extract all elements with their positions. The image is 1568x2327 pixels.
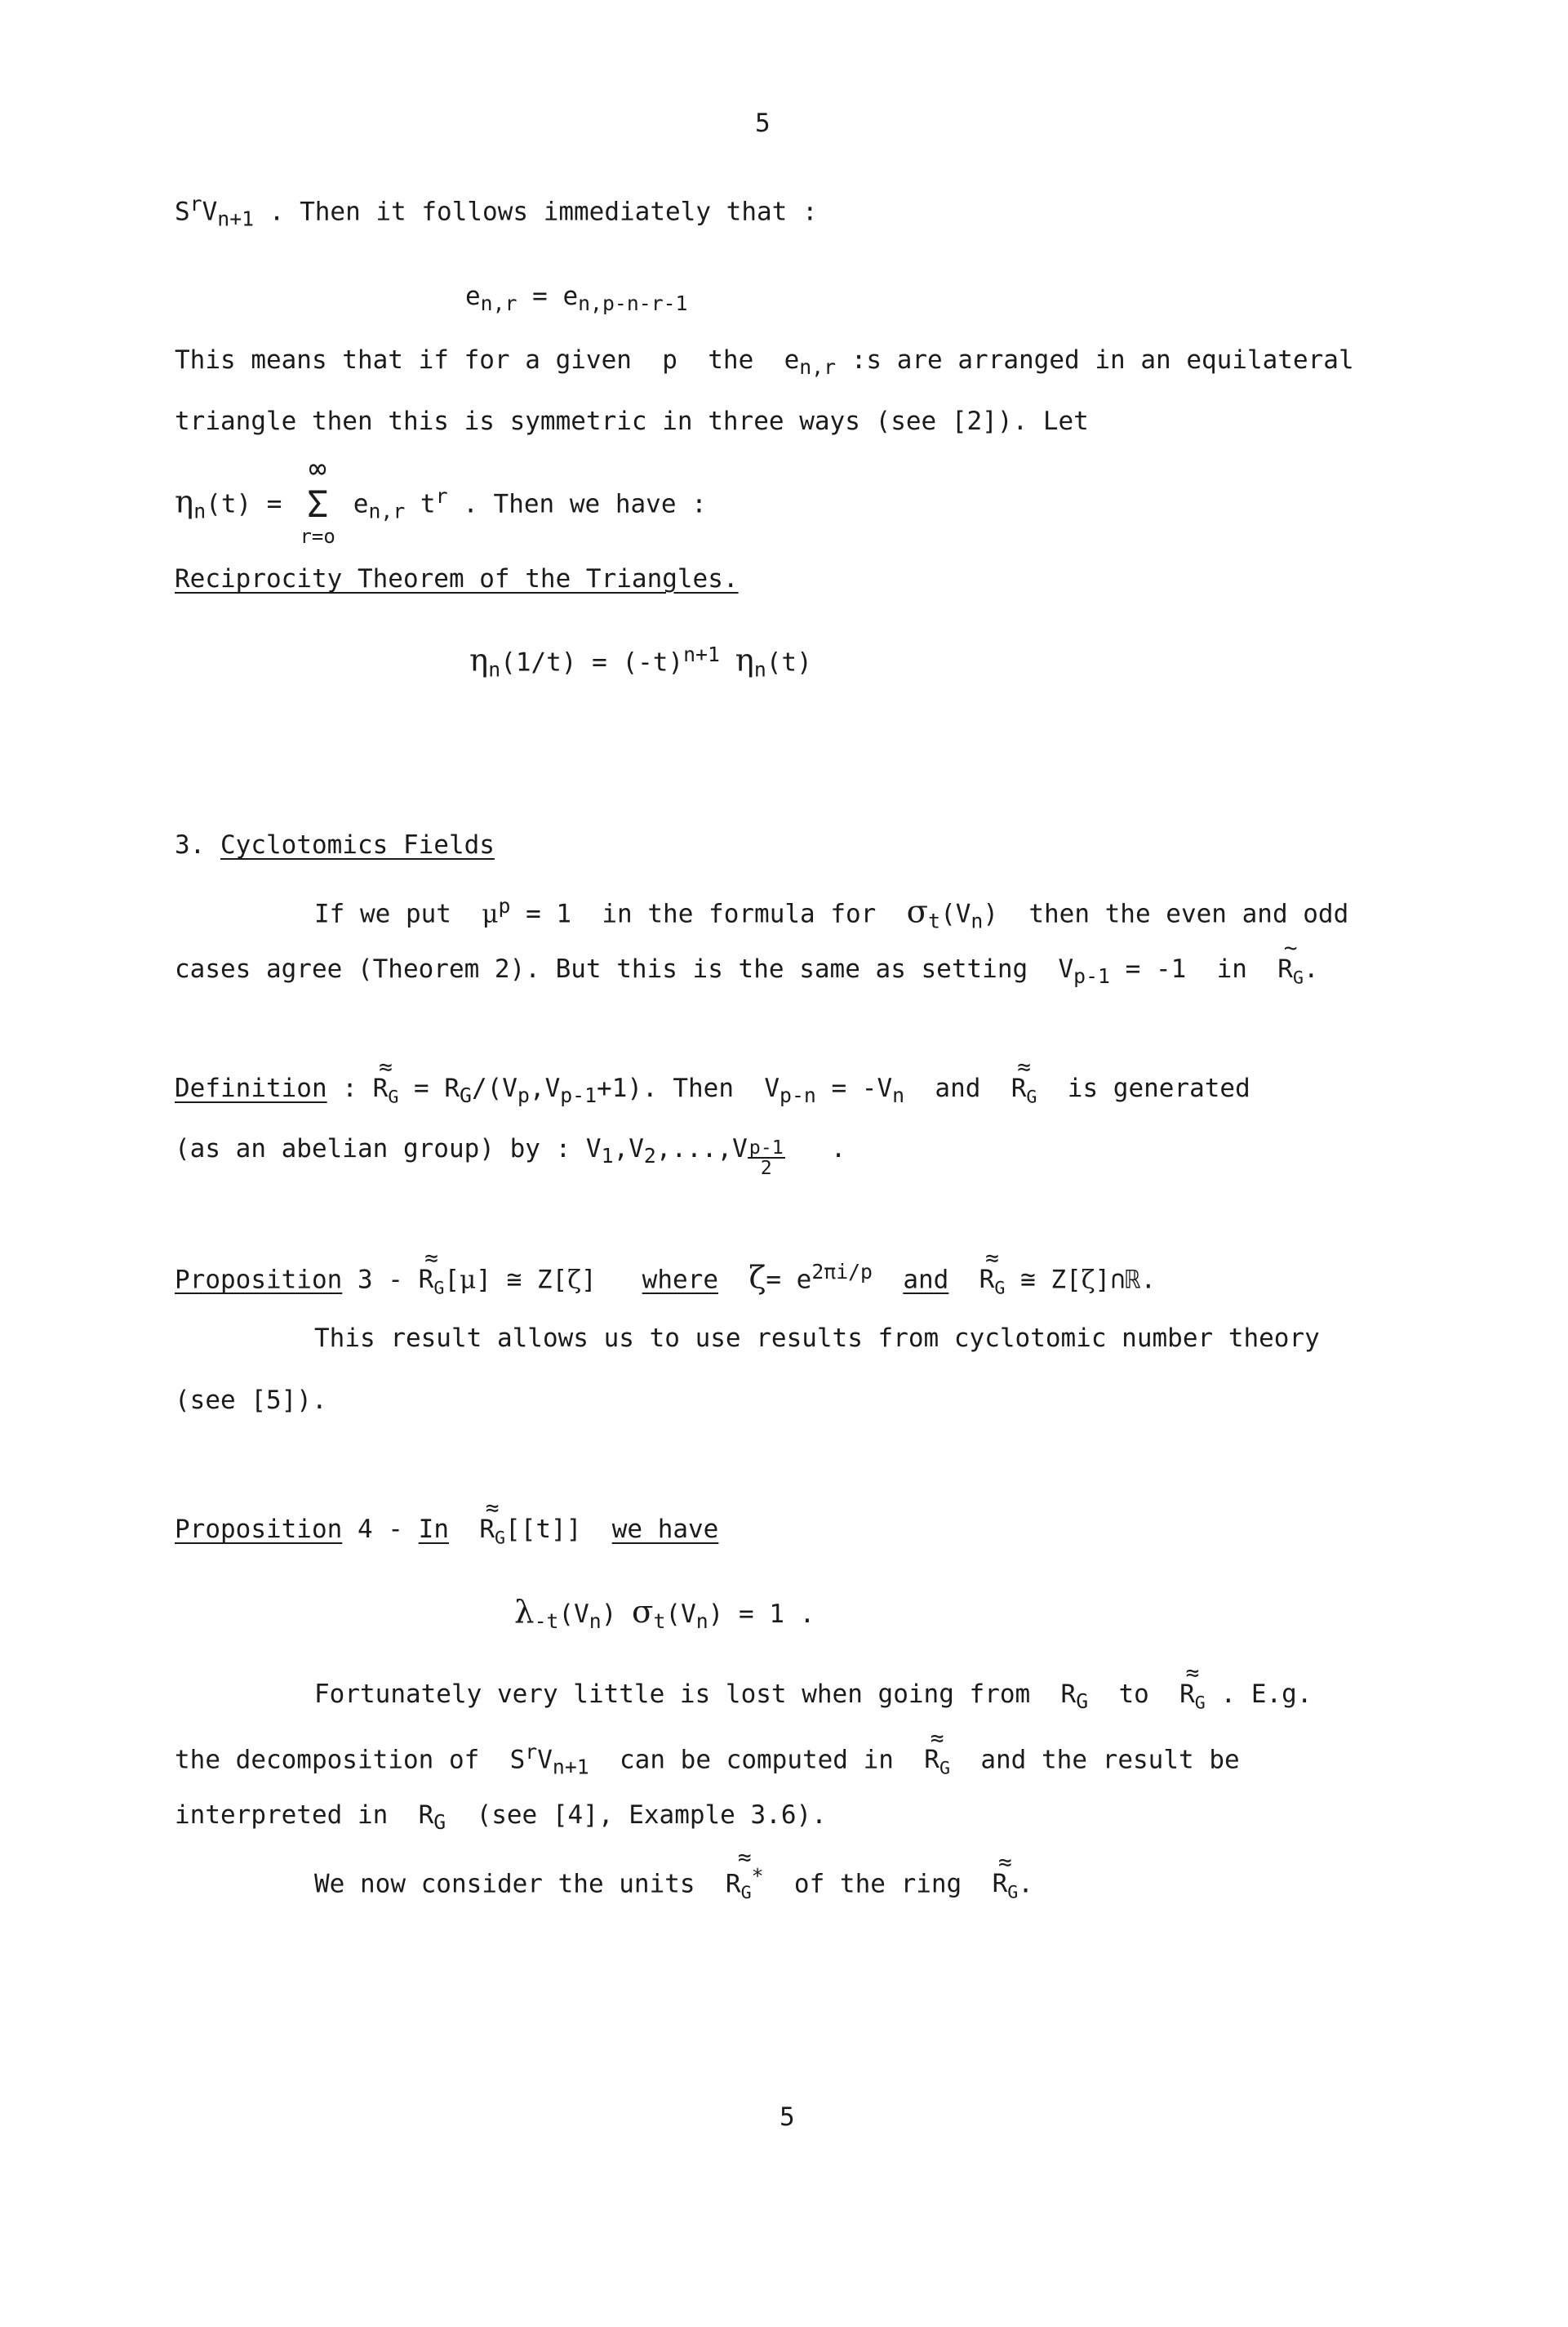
sum-symbol: ∞ Σ r=o — [300, 452, 335, 548]
text-span: If we put — [314, 899, 451, 929]
section-3-heading — [175, 830, 495, 860]
para-fortunately-line2: the decomposition of $S^rV_{n+1}$ can be computed in ≈ $R_G$ and the result be — [175, 1724, 1240, 1779]
proposition-4: Proposition 4 - In ≈ $R_G[[t]]$ we have — [175, 1493, 719, 1549]
text-span: in the formula for — [602, 899, 877, 929]
prop3-followup: This result allows us to use results from cyclotomic number theory — [314, 1324, 1320, 1353]
para-triangle-line2: triangle then this is symmetric in three ways (see [2]). Let — [175, 407, 1089, 436]
para-fortunately-line3: interpreted in $R_G$ (see [4], Example 3.6). — [175, 1800, 827, 1835]
text-span: and — [935, 1074, 981, 1103]
page-number-bottom: 5 — [780, 2102, 795, 2132]
prop3-label: Proposition — [175, 1265, 343, 1295]
text-span: where — [642, 1265, 718, 1295]
text-span: cases agree (Theorem 2). But this is the same as setting — [175, 954, 1028, 984]
text-span: . E.g. — [1220, 1680, 1313, 1709]
text-span: (as an abelian group) by : — [175, 1134, 571, 1164]
definition-line1: Definition : ≈ $R_G = R_G/(V_p,V_{p-1}+1)$. Then $V_{p-n} = -V_n$ and ≈ $R_G$ is generated — [175, 1052, 1250, 1108]
definition-label: Definition — [175, 1074, 327, 1103]
text-span: . Then we have : — [463, 489, 707, 519]
text-span: the — [708, 345, 754, 375]
prop4-equation: $\lambda_{-t}(V_n) \sigma_t(V_n) = 1$ . — [514, 1594, 815, 1634]
proposition-3: Proposition 3 - ≈ $R_G[\mu]$ ≅ Z[ζ] where $\zeta= e^{2\pi i/p}$ and ≈ $R_G$ ≅ Z[ζ]∩ℝ. — [175, 1244, 1157, 1299]
text-span: in — [1216, 954, 1247, 984]
text-span: can be computed in — [620, 1745, 894, 1775]
text-line-1: $S^rV_{n+1}$ . Then it follows immediately that : — [175, 192, 818, 231]
text-span: p — [662, 345, 677, 375]
text-span: then the even and odd — [1028, 899, 1349, 929]
text-span: and — [903, 1265, 949, 1295]
text-span: Fortunately very little is lost when going from — [314, 1680, 1031, 1709]
para-cyclo-line2: cases agree (Theorem 2). But this is the same as setting $V_{p-1} = -1$ in ~ $R_G$. — [175, 933, 1319, 989]
units-line: We now consider the units ≈ $R_G^*$ of the ring ≈ $R_G$. — [314, 1843, 1033, 1903]
definition-line2: (as an abelian group) by : $V_1,V_2,...,V$ $\frac{p-1}{2}$ . — [175, 1134, 846, 1179]
section-title: Cyclotomics Fields — [220, 830, 495, 860]
text-span: interpreted in — [175, 1800, 389, 1830]
prop3-followup2: (see [5]). — [175, 1386, 327, 1415]
prop4-label: Proposition — [175, 1515, 343, 1544]
text-span: of the ring — [793, 1869, 962, 1899]
para-fortunately-line1: Fortunately very little is lost when going from $R_G$ to ≈ $R_G$ . E.g. — [314, 1658, 1313, 1714]
prop4-number: 4 - — [357, 1515, 403, 1544]
text-span: (see [4], Example 3.6). — [476, 1800, 827, 1830]
para-cyclo-line1: If we put $\mu^p = 1$ in the formula for $\sigma_t(V_n)$ then the even and odd — [314, 893, 1349, 933]
text-span: to — [1118, 1680, 1149, 1709]
para-triangle-line1: This means that if for a given p the $e_{n,r}$ :s are arranged in an equilateral — [175, 345, 1354, 380]
reciprocity-equation: $\eta_n(1/t) = (-t)^{n+1}$ $\eta_n(t)$ — [469, 642, 812, 682]
prop3-number: 3 - — [357, 1265, 403, 1295]
text-span: In — [418, 1515, 449, 1544]
text-span: We now consider the units — [314, 1869, 695, 1899]
equation-symmetry: $e_{n,r} = e_{n,p-n-r-1}$ — [465, 282, 688, 316]
text-span: we have — [611, 1515, 719, 1544]
series-definition: $\eta_n(t)$ = ∞ Σ r=o $e_{n,r}$ $t^r$ . Then we have : — [175, 452, 707, 548]
page-number-top: 5 — [755, 109, 771, 138]
text-span: and the result be — [980, 1745, 1240, 1775]
text-span: is generated — [1067, 1074, 1250, 1103]
line1-text: . Then it follows immediately that : — [269, 197, 818, 227]
section-number: 3. — [175, 830, 206, 860]
text-span: :s are arranged in an equilateral — [851, 345, 1354, 375]
text-span: . Then — [642, 1074, 735, 1103]
text-span: the decomposition of — [175, 1745, 480, 1775]
reciprocity-heading: Reciprocity Theorem of the Triangles. — [175, 564, 739, 594]
text-span: This means that if for a given — [175, 345, 632, 375]
